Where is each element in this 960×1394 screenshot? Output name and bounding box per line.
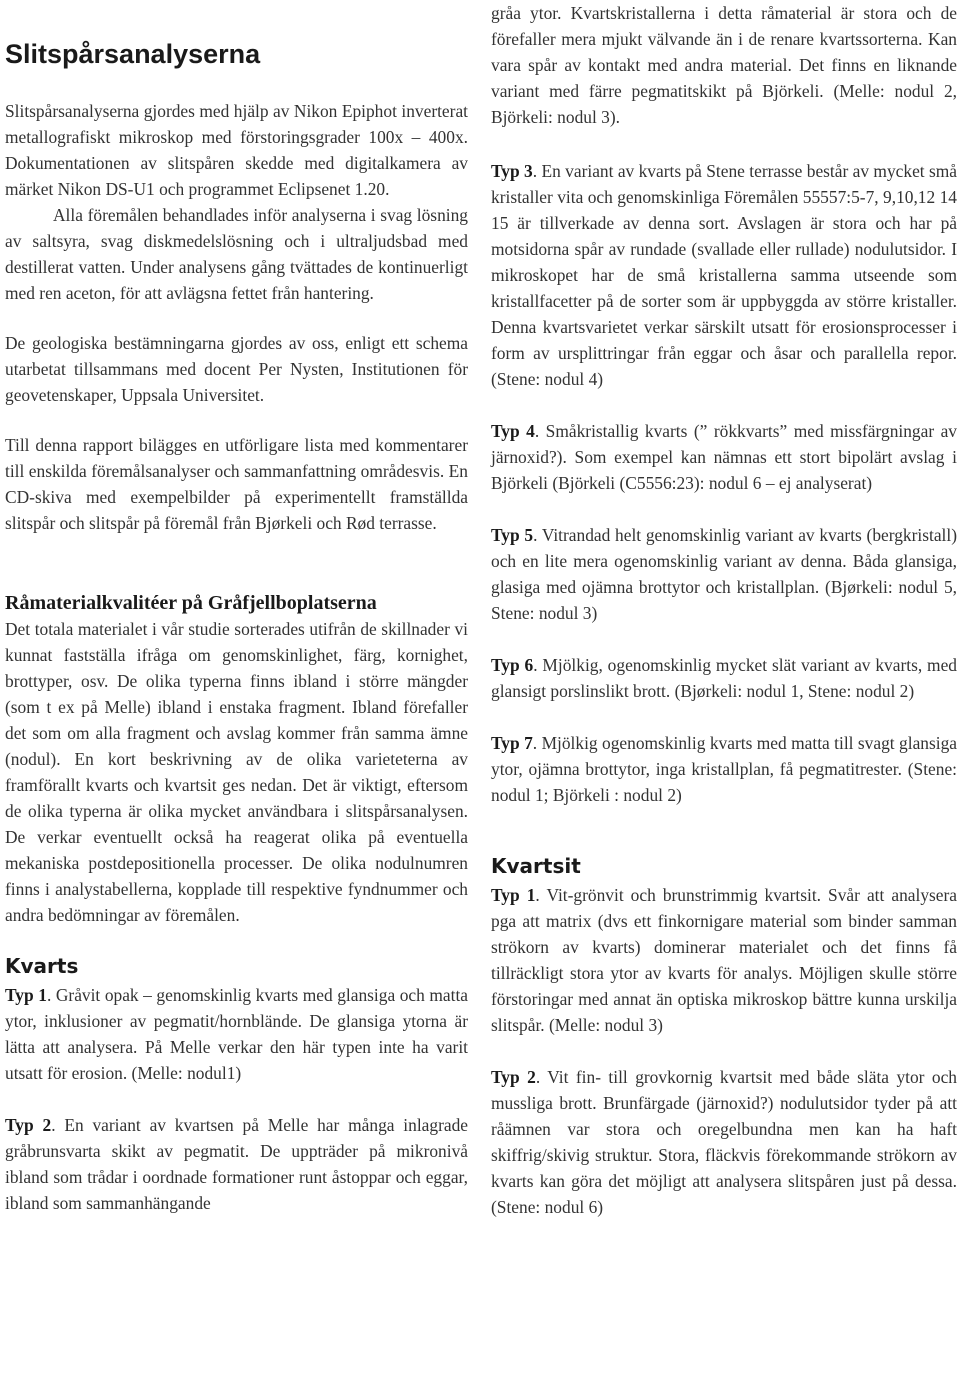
intro-paragraph-2: Alla föremålen behandlades inför analyserna i svag lösning av saltsyra, svag diskmedelslösning och i ultraljudsbad med destillerat vatten. Under analysens gång tvättades de kontinuerligt med ren aceton, för att avlägsna fettet från hantering. — [5, 205, 468, 303]
left-column — [5, 0, 468, 1216]
section-heading-raw-materials: Råmaterialkvalitéer på Gråfjellboplatserna — [5, 592, 377, 614]
page-title: Slitspårsanalyserna — [5, 39, 261, 69]
kvarts-typ2-lead: Typ 2 — [5, 1115, 52, 1135]
kvarts-typ2-continuation: gråa ytor. Kvartskristallerna i detta råmaterial är stora och de förefaller mera mjukt välvande än i de renare kvartssorterna. Kan vara spår av kontakt med andra material. Det finns en liknande variant med färre pegmatitskikt på Björkeli. (Melle: nodul 2, Björkeli: nodul 3). — [491, 3, 957, 127]
kvarts-typ3-text: . En variant av kvarts på Stene terrasse består av mycket små kristaller vita och genomskinliga Föremålen 55557:5-7, 9,10,12 14 15 är tillverkade av denna sort. Avslagen är stora och har på motsidorna spår av rundade (svallade eller rullade) nodulutsidor. I mikroskopet har de små kristallerna samma utseende som kristallfacetter på de sorter som är uppbyggda av större kristaller. Denna kvartsvarietet verkar särskilt utsatt för erosionsprocesser i form av ursplittringar från eggar och åsar och parallella repor. (Stene: nodul 4) — [491, 161, 958, 389]
kvarts-typ4-paragraph — [491, 418, 957, 496]
kvarts-typ4-text: . Småkristallig kvarts (” rökkvarts” med missfärgningar av järnoxid?). Som exempel kan nämnas ett stort bipolärt avslag i Björkeli (Björkeli (C5556:23): nodul 6 – ej analyserat) — [491, 421, 958, 493]
right-column — [491, 0, 957, 1220]
kvarts-typ5-paragraph — [491, 522, 957, 626]
kvarts-typ5-lead: Typ 5 — [491, 525, 534, 545]
kvarts-typ6-text: . Mjölkig, ogenomskinlig mycket slät variant av kvarts, med glansigt porslinslikt brott. (Bjørkeli: nodul 1, Stene: nodul 2) — [491, 655, 957, 701]
kvarts-typ7-text: . Mjölkig ogenomskinlig kvarts med matta till svagt glansiga ytor, ojämna brottytor, inga kristallplan, få pegmatitrester. (Stene: nodul 1; Björkeli : nodul 2) — [491, 733, 958, 805]
kvarts-typ1-lead: Typ 1 — [5, 985, 47, 1005]
kvarts-typ6-lead: Typ 6 — [491, 655, 534, 675]
kvarts-typ7-paragraph — [491, 730, 957, 808]
kvartsit-typ1-text: . Vit-grönvit och brunstrimmig kvartsit. Svår att analysera pga att matrix (dvs ett finkornigare material som binder samman strökorn av kvarts) dominerar materialet och det finns få tillräckligt stora ytor av kvarts för analys. Möjligen skulle större förstoringar med annat än optiska mikroskop bättre kunna urskilja slitspår. (Melle: nodul 3) — [491, 885, 958, 1035]
kvarts-typ2-paragraph — [5, 1112, 468, 1216]
kvartsit-typ2-lead: Typ 2 — [491, 1067, 536, 1087]
section-heading-kvartsit: Kvartsit — [491, 854, 581, 878]
kvarts-typ2-text: . En variant av kvartsen på Melle har många inlagrade gråbrunsvarta skikt av pegmatit. De uppträder på mikronivå ibland som trådar i oordnade formationer runt åstoppar och eggar, ibland som sammanhängande — [5, 1115, 468, 1213]
intro-paragraph-4: Till denna rapport bilägges en utförligare lista med kommentarer till enskilda föremålsanalyser och sammanfattning områdesvis. En CD-skiva med exempelbilder på experimentellt framställda slitspår och slitspår på föremål från Bjørkeli och Rød terrasse. — [5, 435, 468, 533]
kvarts-typ3-paragraph — [491, 158, 957, 392]
intro-paragraph-1: Slitspårsanalyserna gjordes med hjälp av Nikon Epiphot inverterat metallografiskt mikroskop med förstoringsgrader 100x – 400x. Dokumentationen av slitspåren skedde med digitalkamera av märket Nikon DS-U1 och programmet Eclipsenet 1.20. — [5, 101, 468, 199]
kvartsit-typ2-paragraph — [491, 1064, 957, 1220]
kvarts-typ3-lead: Typ 3 — [491, 161, 533, 181]
section-heading-kvarts: Kvarts — [5, 954, 79, 978]
kvartsit-typ2-text: . Vit fin- till grovkornig kvartsit med både släta ytor och mussliga brott. Brunfärgade (järnoxid?) nodulutsidor tyder på att råämnen var stora och oregelbundna men kan ha haft skiffrig/skivig struktur. Stora, fläckvis förekommande strökorn av kvarts kan göra det möjligt att analysera slitspåren just på dessa. (Stene: nodul 6) — [491, 1067, 957, 1217]
intro-paragraph-3: De geologiska bestämningarna gjordes av oss, enligt ett schema utarbetat tillsammans med docent Per Nysten, Institutionen för geovetenskaper, Uppsala Universitet. — [5, 333, 468, 405]
kvarts-typ1-text: . Gråvit opak – genomskinlig kvarts med glansiga och matta ytor, inklusioner av pegmatit/hornblände. De glansiga ytorna är lätta att analysera. På Melle verkar den här typen inte ha varit utsatt för erosion. (Melle: nodul1) — [5, 985, 469, 1083]
kvarts-typ5-text: . Vitrandad helt genomskinlig variant av kvarts (bergkristall) och en lite mera ogenomskinlig variant av denna. Båda glansiga, glasiga med ojämna brottytor och kristallplan. (Bjørkeli: nodul 5, Stene: nodul 3) — [491, 525, 958, 623]
kvarts-typ4-lead: Typ 4 — [491, 421, 535, 441]
kvartsit-typ1-paragraph — [491, 882, 957, 1038]
kvarts-typ6-paragraph — [491, 652, 957, 704]
kvartsit-typ1-lead: Typ 1 — [491, 885, 536, 905]
raw-materials-paragraph: Det totala materialet i vår studie sorterades utifrån de skillnader vi kunnat fastställa ifråga om genomskinlighet, färg, kornighet, brottyper, osv. De olika typerna finns ibland i större mängder (som t ex på Melle) ibland i enstaka fragment. Ibland förefaller det som om alla fragment och avslag kommer från samma ämne (nodul). En kort beskrivning av de olika varieteterna av framförallt kvarts och kvartsit ges nedan. Det är viktigt, eftersom de olika typerna är olika mycket användbara i slitspårsanalysen. De verkar eventuellt också ha reagerat olika på eventuella mekaniska postdepositionella processer. De olika nodulnumren finns i analystabellerna, kopplade till respektive fyndnummer och andra bedömningar av föremålen. — [5, 619, 468, 925]
kvarts-typ1-paragraph — [5, 982, 468, 1086]
kvarts-typ7-lead: Typ 7 — [491, 733, 533, 753]
